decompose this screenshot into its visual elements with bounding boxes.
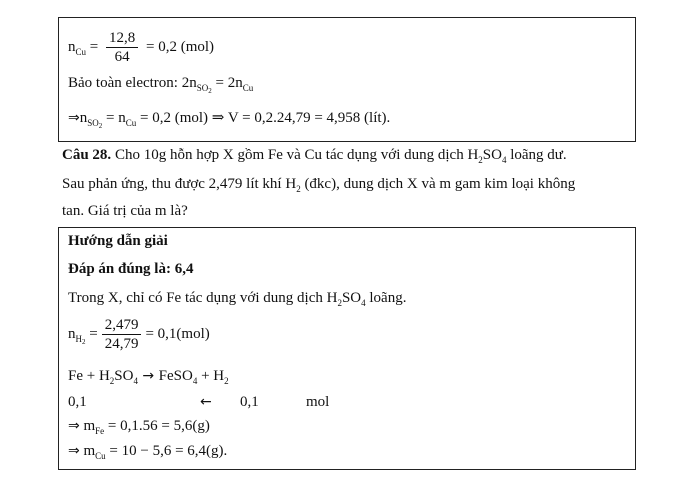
question-line-3: tan. Giá trị của m là? xyxy=(62,203,188,219)
eq-m-fe: ⇒ $m_{Fe} = 0,1.56 = 5,6(g)$ xyxy=(68,418,210,436)
fraction: $\frac{12,8}{64}$ xyxy=(106,29,138,66)
question-line-2: Sau phản ứng, thu được 2,479 lít khí $H_2$ (đkc), dung dịch X và m gam kim loại không xyxy=(62,176,576,194)
eq-n-h2: $n_{H_2}$ = $\frac{2,479}{24,79}$ = 0,1(mol) xyxy=(68,317,210,353)
fraction: $\frac{2,479}{24,79}$ xyxy=(102,316,142,353)
solution-line-1: Trong X, chỉ có Fe tác dụng với dung dịch $H_2SO_4$ loãng. xyxy=(68,290,407,308)
eq-electron-conservation: Bảo toàn electron: $2n_{SO_2} = 2n_{Cu}$ xyxy=(68,75,254,95)
solution-answer: Đáp án đúng là: 6,4 xyxy=(68,261,194,277)
eq-volume: $\Rightarrow n_{SO_2} = n_{Cu} = 0,2$ (mol) ⇒ V = 0,2.24,79 = 4,958 (lít). xyxy=(68,110,391,130)
eq-m-cu: ⇒ $m_{Cu} = 10 - 5,6 = 6,4(g)$. xyxy=(68,443,228,461)
question-line-1: Câu 28. Cho 10g hỗn hợp X gồm Fe và Cu tác dụng với dung dịch $H_2SO_4$ loãng dư. xyxy=(62,147,567,165)
solution-heading: Hướng dẫn giải xyxy=(68,233,168,249)
eq-n-cu: $n_{Cu}$ = $\frac{12,8}{64}$ = 0,2 (mol) xyxy=(68,30,215,66)
reaction-equation: $Fe + H_2SO_4$ → FeSO$_4$ + $H_2$ xyxy=(68,368,229,386)
